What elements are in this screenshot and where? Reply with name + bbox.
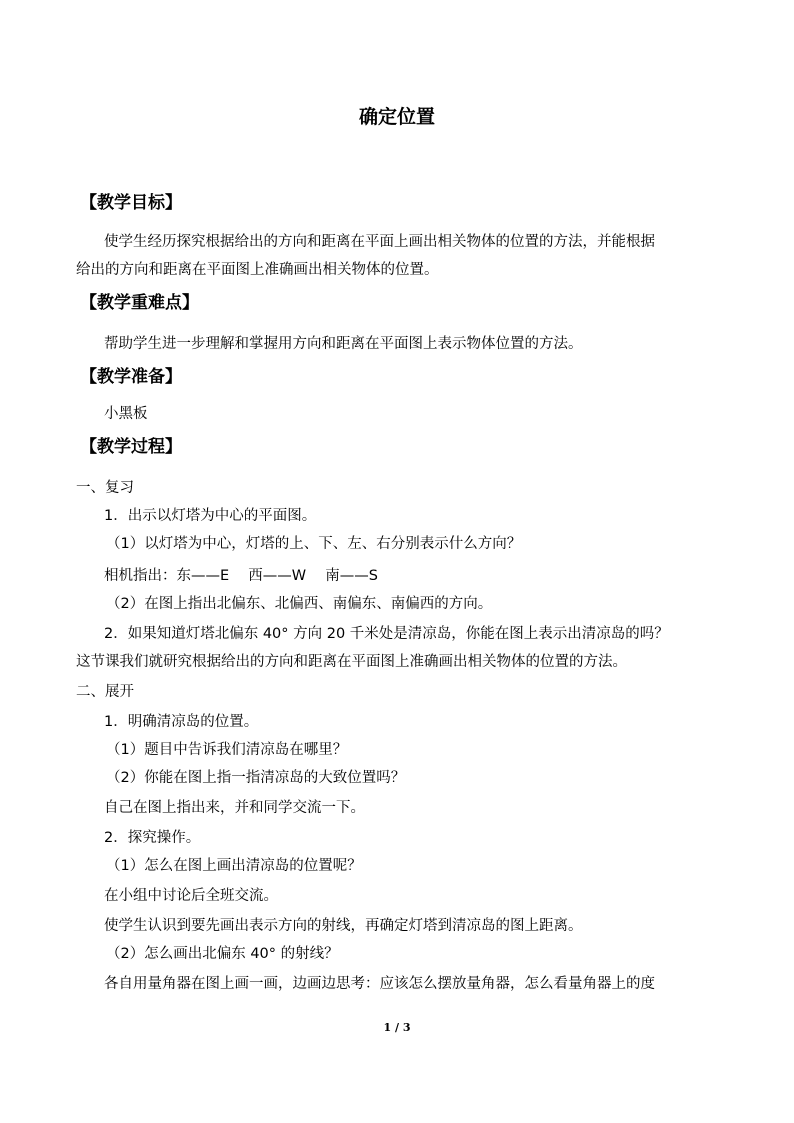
page-number: 1 / 3 xyxy=(383,1021,411,1034)
paragraph-line: 给出的方向和距离在平面图上准确画出相关物体的位置。 xyxy=(76,262,439,278)
section-label: 二、展开 xyxy=(76,684,134,700)
list-item: （2）怎么画出北偏东 40° 的射线？ xyxy=(106,946,339,962)
list-item: 2．如果知道灯塔北偏东 40° 方向 20 千米处是清凉岛，你能在图上表示出清凉岛的吗？ xyxy=(104,626,669,642)
list-item: 2．探究操作。 xyxy=(104,830,201,846)
paragraph-line: 各自用量角器在图上画一画，边画边思考：应该怎么摆放量角器，怎么看量角器上的度 xyxy=(104,976,655,992)
paragraph-line: 这节课我们就研究根据给出的方向和距离在平面图上准确画出相关物体的位置的方法。 xyxy=(76,654,627,670)
heading-objectives: 【教学目标】 xyxy=(80,193,182,213)
list-item: 1．出示以灯塔为中心的平面图。 xyxy=(104,508,317,524)
page-title: 确定位置 xyxy=(358,106,435,128)
list-item: （1）怎么在图上画出清凉岛的位置呢？ xyxy=(106,858,362,874)
list-item: （2）你能在图上指一指清凉岛的大致位置吗？ xyxy=(106,770,406,786)
paragraph-line: 相机指出：东——E 西——W 南——S xyxy=(104,568,378,584)
paragraph-line: 自己在图上指出来，并和同学交流一下。 xyxy=(104,800,365,816)
paragraph-line: 在小组中讨论后全班交流。 xyxy=(104,888,278,904)
list-item: 1．明确清凉岛的位置。 xyxy=(104,714,259,730)
heading-preparation: 【教学准备】 xyxy=(80,367,182,387)
paragraph-line: 小黑板 xyxy=(104,406,148,422)
paragraph-line: 帮助学生进一步理解和掌握用方向和距离在平面图上表示物体位置的方法。 xyxy=(104,336,583,352)
list-item: （2）在图上指出北偏东、北偏西、南偏东、南偏西的方向。 xyxy=(106,596,493,612)
section-label: 一、复习 xyxy=(76,480,134,496)
list-item: （1）题目中告诉我们清凉岛在哪里？ xyxy=(106,742,348,758)
paragraph-line: 使学生认识到要先画出表示方向的射线，再确定灯塔到清凉岛的图上距离。 xyxy=(104,918,583,934)
heading-process: 【教学过程】 xyxy=(80,437,182,457)
list-item: （1）以灯塔为中心，灯塔的上、下、左、右分别表示什么方向？ xyxy=(106,536,522,552)
heading-key-points: 【教学重难点】 xyxy=(80,293,199,313)
paragraph-line: 使学生经历探究根据给出的方向和距离在平面上画出相关物体的位置的方法，并能根据 xyxy=(104,234,655,250)
